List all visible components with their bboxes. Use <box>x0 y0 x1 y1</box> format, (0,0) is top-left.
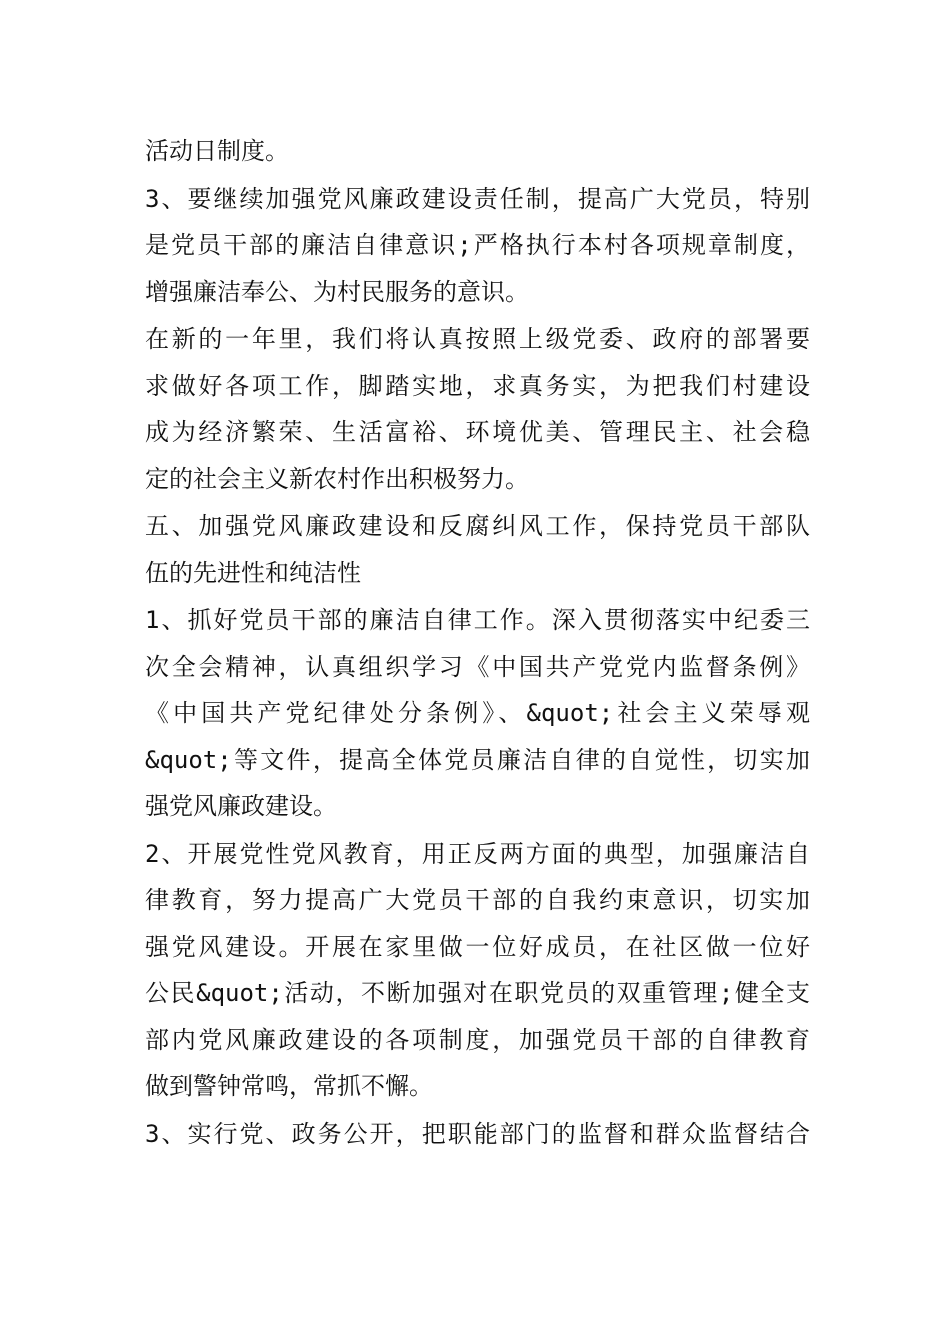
text-line: 2、开展党性党风教育，用正反两方面的典型，加强廉洁自 <box>145 839 810 868</box>
text-line: 律教育，努力提高广大党员干部的自我约束意识，切实加 <box>145 886 810 914</box>
paragraph-activity-day <box>145 128 810 175</box>
text-line: 五、加强党风廉政建设和反腐纠风工作，保持党员干部队 <box>145 512 810 540</box>
text-line: 做到警钟常鸣，常抓不懈。 <box>145 1072 433 1100</box>
paragraph-item-3-openness <box>145 1111 810 1158</box>
paragraph-item-2-education <box>145 831 810 1110</box>
section-heading-five <box>145 503 810 596</box>
text-line: 3、要继续加强党风廉政建设责任制，提高广大党员，特别 <box>145 184 810 213</box>
text-line: 1、抓好党员干部的廉洁自律工作。深入贯彻落实中纪委三 <box>145 606 810 634</box>
text-line: 是党员干部的廉洁自律意识;严格执行本村各项规章制度， <box>145 231 810 259</box>
text-line: 定的社会主义新农村作出积极努力。 <box>145 464 529 493</box>
text-line: 求做好各项工作，脚踏实地，求真务实，为把我们村建设 <box>145 371 810 400</box>
text-line: 3、实行党、政务公开，把职能部门的监督和群众监督结合 <box>145 1119 810 1148</box>
paragraph-item-1-self-discipline <box>145 597 810 830</box>
text-line: 活动日制度。 <box>145 137 289 165</box>
text-line: 《中国共产党纪律处分条例》、&quot;社会主义荣辱观 <box>145 699 810 727</box>
text-line: 部内党风廉政建设的各项制度，加强党员干部的自律教育 <box>145 1025 810 1054</box>
document-body <box>145 128 810 1158</box>
text-line: 在新的一年里，我们将认真按照上级党委、政府的部署要 <box>145 325 810 353</box>
text-line: 强党风建设。开展在家里做一位好成员，在社区做一位好 <box>145 932 810 961</box>
paragraph-item-3-responsibility <box>145 176 810 316</box>
text-line: 强党风廉政建设。 <box>145 792 337 820</box>
text-line: 伍的先进性和纯洁性 <box>145 558 361 587</box>
text-line: 增强廉洁奉公、为村民服务的意识。 <box>145 277 529 306</box>
text-line: 公民&quot;活动，不断加强对在职党员的双重管理;健全支 <box>145 979 810 1007</box>
text-line: 成为经济繁荣、生活富裕、环境优美、管理民主、社会稳 <box>145 418 810 446</box>
paragraph-new-year <box>145 316 810 502</box>
text-line: &quot;等文件，提高全体党员廉洁自律的自觉性，切实加 <box>145 745 810 774</box>
text-line: 次全会精神，认真组织学习《中国共产党党内监督条例》 <box>145 652 810 681</box>
